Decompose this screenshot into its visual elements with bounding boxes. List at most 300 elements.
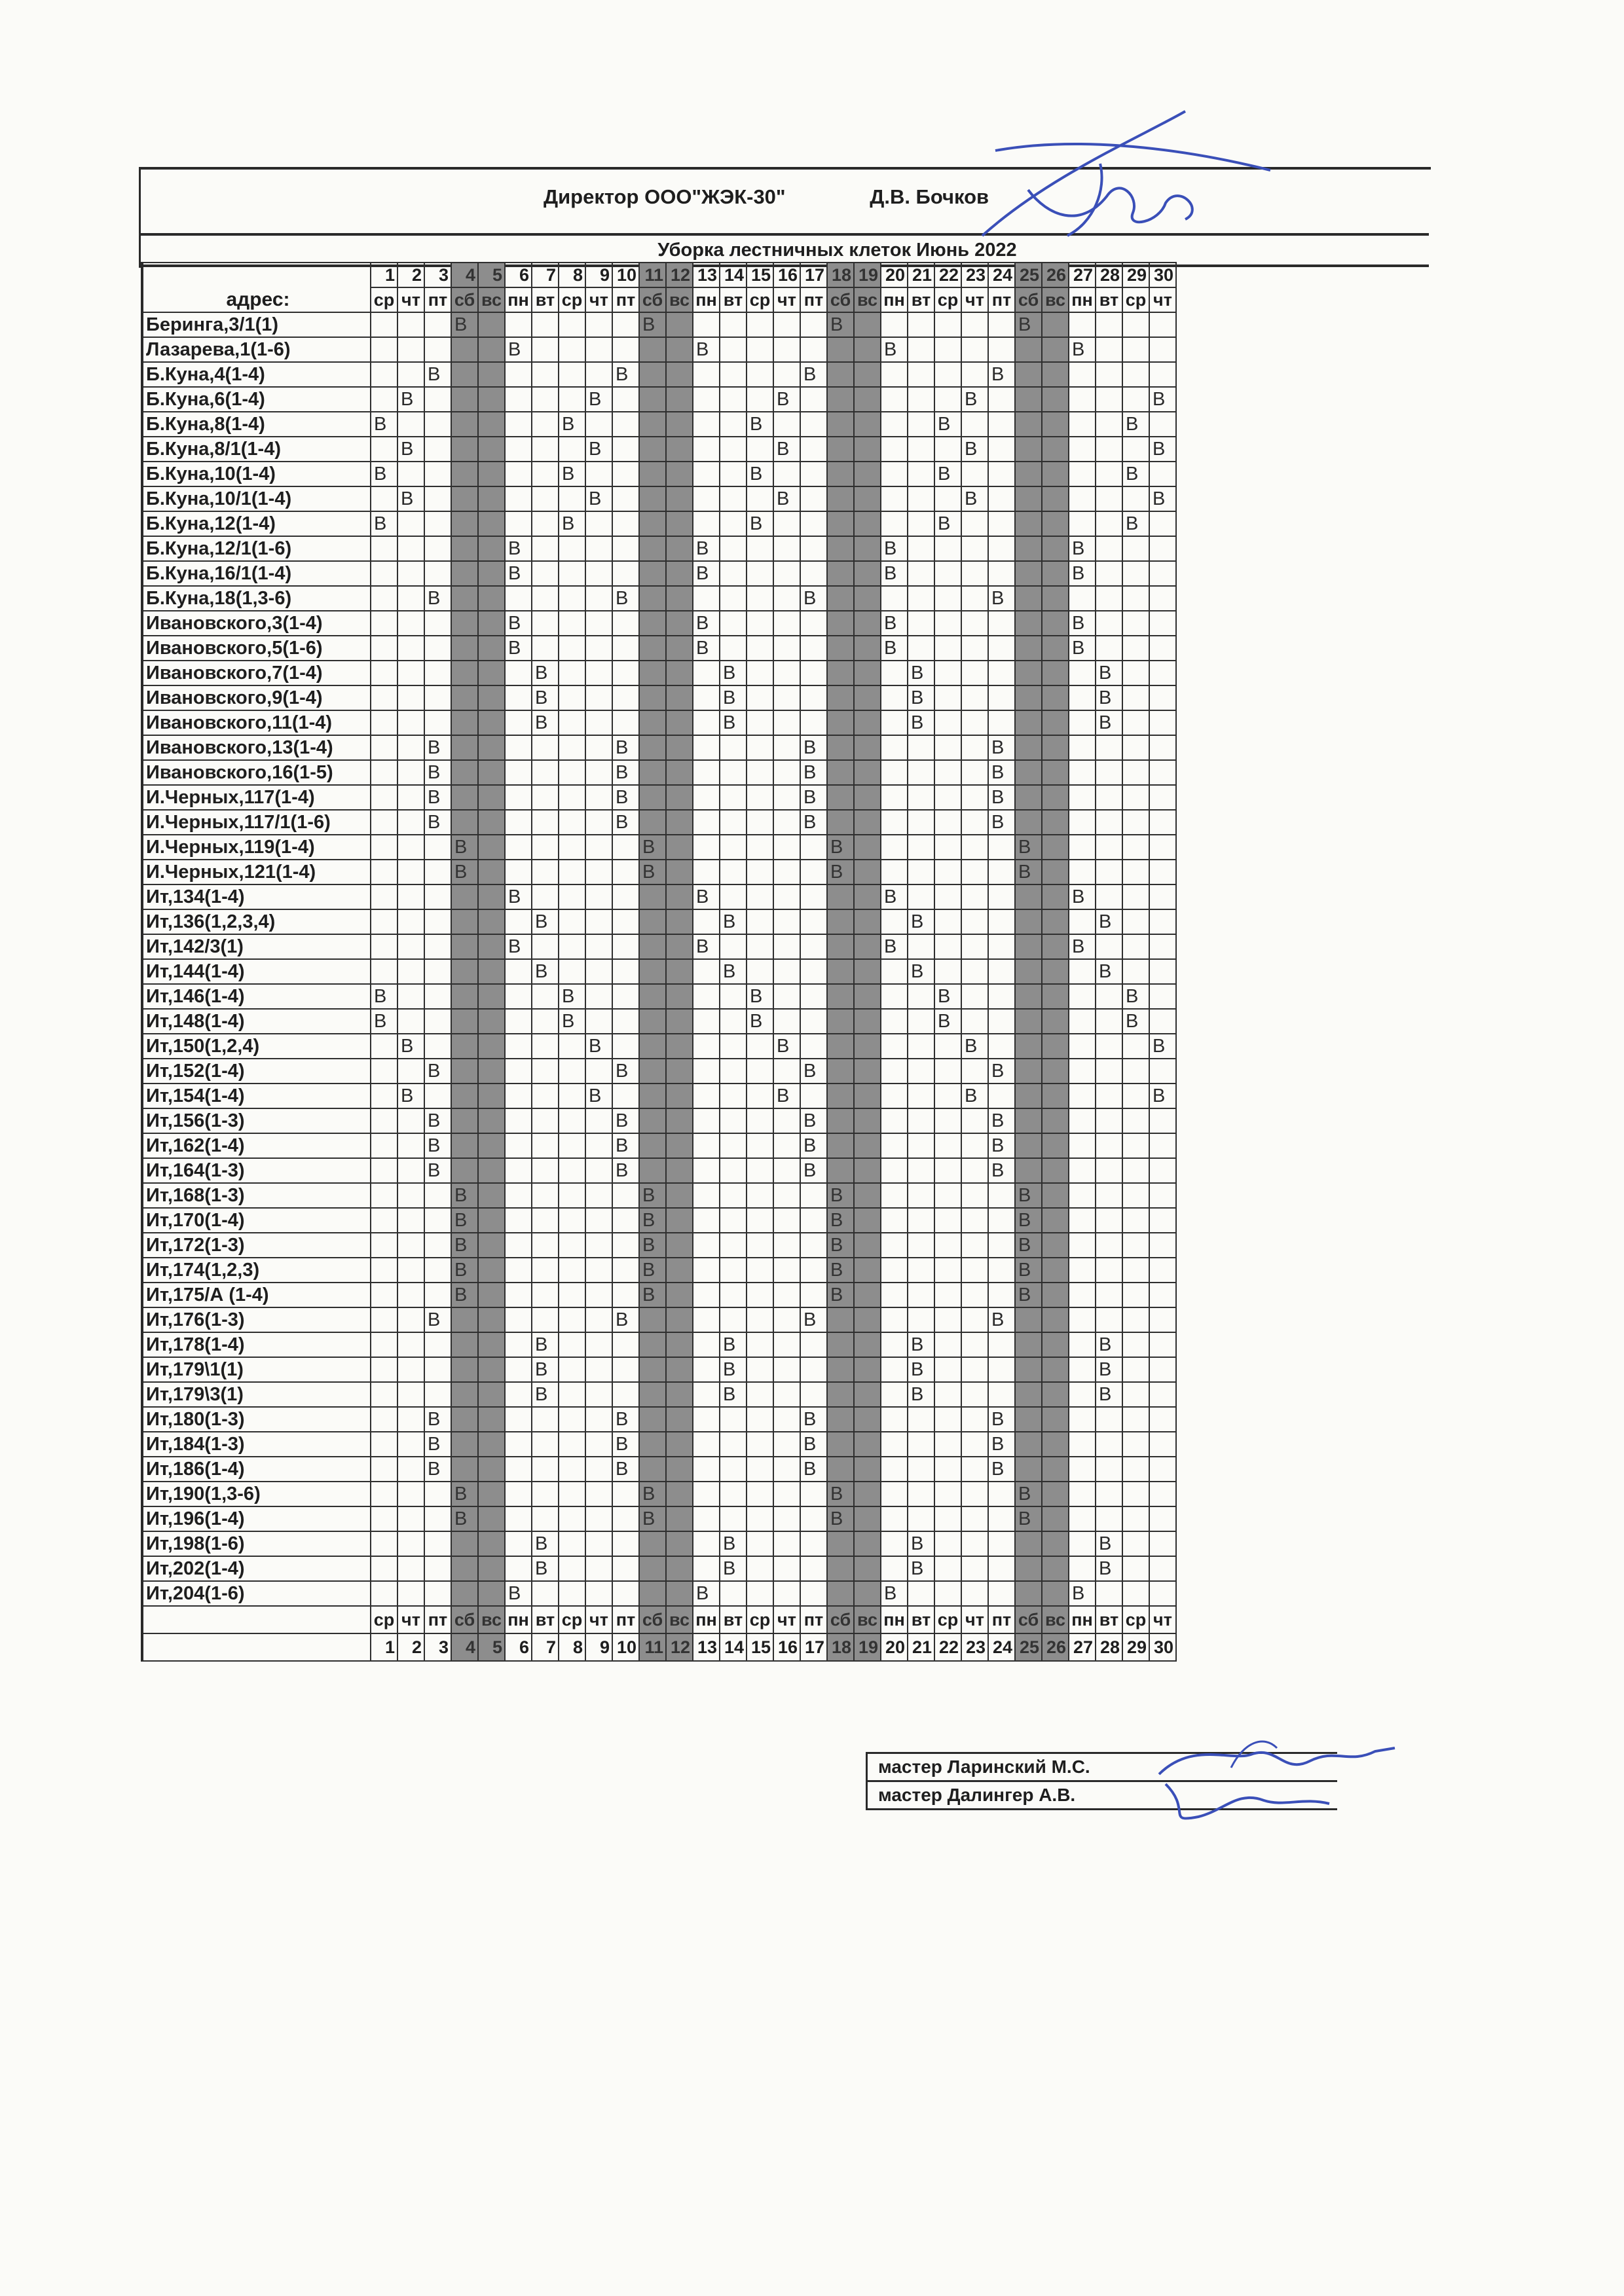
- schedule-cell: [1015, 536, 1042, 561]
- schedule-cell: [1149, 1059, 1176, 1084]
- schedule-cell: [478, 1034, 505, 1059]
- address-cell: Ит,198(1-6): [142, 1531, 371, 1556]
- schedule-cell: [371, 1556, 397, 1581]
- cleaning-mark: В: [720, 1382, 747, 1407]
- schedule-cell: [666, 1506, 693, 1531]
- schedule-cell: [881, 1531, 908, 1556]
- schedule-cell: [1122, 735, 1149, 760]
- schedule-cell: [451, 1158, 478, 1183]
- schedule-cell: [532, 636, 559, 661]
- schedule-cell: [1042, 984, 1069, 1009]
- cleaning-mark: В: [827, 835, 854, 860]
- day-number: 8: [559, 1633, 585, 1661]
- schedule-cell: [1149, 810, 1176, 835]
- schedule-cell: [666, 1482, 693, 1506]
- weekday: вс: [666, 1606, 693, 1633]
- schedule-cell: [505, 387, 532, 412]
- cleaning-mark: В: [908, 1556, 934, 1581]
- weekday: вт: [720, 1606, 747, 1633]
- schedule-cell: [800, 1283, 827, 1307]
- schedule-cell: [1015, 1432, 1042, 1457]
- day-number: 19: [854, 1633, 881, 1661]
- cleaning-mark: В: [800, 1307, 827, 1332]
- schedule-cell: [1122, 1482, 1149, 1506]
- schedule-cell: [424, 984, 451, 1009]
- schedule-cell: [773, 884, 800, 909]
- schedule-cell: [720, 561, 747, 586]
- schedule-cell: [666, 1307, 693, 1332]
- schedule-cell: [1042, 760, 1069, 785]
- schedule-cell: [478, 1531, 505, 1556]
- schedule-cell: [585, 959, 612, 984]
- cleaning-mark: В: [397, 437, 424, 462]
- day-number: 23: [961, 263, 988, 287]
- schedule-cell: [612, 1084, 639, 1108]
- schedule-cell: [827, 412, 854, 437]
- schedule-cell: [908, 1009, 934, 1034]
- schedule-cell: [585, 984, 612, 1009]
- schedule-cell: [1122, 1183, 1149, 1208]
- schedule-cell: [747, 661, 773, 685]
- schedule-cell: [424, 1581, 451, 1606]
- schedule-cell: [397, 1258, 424, 1283]
- schedule-cell: [612, 1382, 639, 1407]
- cleaning-mark: В: [800, 1133, 827, 1158]
- schedule-cell: [1042, 1258, 1069, 1283]
- schedule-cell: [747, 1133, 773, 1158]
- schedule-cell: [908, 1208, 934, 1233]
- schedule-cell: [934, 1208, 961, 1233]
- schedule-cell: [505, 1108, 532, 1133]
- schedule-cell: [720, 884, 747, 909]
- schedule-cell: [881, 1009, 908, 1034]
- schedule-cell: [478, 1283, 505, 1307]
- cleaning-mark: В: [1015, 312, 1042, 337]
- schedule-cell: [639, 437, 666, 462]
- schedule-cell: [1015, 984, 1042, 1009]
- schedule-cell: [693, 312, 720, 337]
- schedule-cell: [881, 1059, 908, 1084]
- schedule-cell: [800, 437, 827, 462]
- table-row: [142, 636, 1176, 661]
- schedule-cell: [693, 387, 720, 412]
- schedule-cell: [747, 1158, 773, 1183]
- schedule-cell: [559, 486, 585, 511]
- schedule-cell: [559, 1059, 585, 1084]
- table-row: [142, 735, 1176, 760]
- cleaning-mark: В: [908, 1332, 934, 1357]
- weekday: чт: [397, 287, 424, 312]
- schedule-cell: [612, 1332, 639, 1357]
- address-cell: Ит,176(1-3): [142, 1307, 371, 1332]
- weekday: ср: [559, 1606, 585, 1633]
- schedule-cell: [961, 1332, 988, 1357]
- schedule-cell: [934, 536, 961, 561]
- table-row: [142, 1208, 1176, 1233]
- schedule-cell: [773, 511, 800, 536]
- schedule-cell: [371, 1084, 397, 1108]
- schedule-cell: [505, 1034, 532, 1059]
- schedule-cell: [505, 909, 532, 934]
- schedule-cell: [585, 611, 612, 636]
- day-number: 25: [1015, 1633, 1042, 1661]
- cleaning-mark: В: [908, 959, 934, 984]
- schedule-cell: [854, 760, 881, 785]
- schedule-cell: [827, 1581, 854, 1606]
- schedule-cell: [1015, 710, 1042, 735]
- schedule-cell: [881, 835, 908, 860]
- schedule-cell: [585, 1382, 612, 1407]
- schedule-cell: [532, 1059, 559, 1084]
- schedule-cell: [1069, 312, 1096, 337]
- weekday: пн: [1069, 287, 1096, 312]
- schedule-cell: [988, 1581, 1015, 1606]
- cleaning-mark: В: [585, 437, 612, 462]
- address-cell: Б.Куна,4(1-4): [142, 362, 371, 387]
- schedule-cell: [988, 337, 1015, 362]
- schedule-cell: [693, 1059, 720, 1084]
- schedule-cell: [612, 860, 639, 884]
- schedule-cell: [424, 1382, 451, 1407]
- schedule-cell: [693, 1009, 720, 1034]
- schedule-cell: [612, 1283, 639, 1307]
- cleaning-mark: В: [1096, 710, 1122, 735]
- schedule-cell: [451, 1457, 478, 1482]
- schedule-cell: [424, 1506, 451, 1531]
- schedule-cell: [773, 1283, 800, 1307]
- schedule-cell: [1069, 909, 1096, 934]
- schedule-cell: [451, 685, 478, 710]
- schedule-cell: [827, 810, 854, 835]
- schedule-cell: [800, 835, 827, 860]
- weekday: ср: [1122, 1606, 1149, 1633]
- schedule-cell: [612, 710, 639, 735]
- schedule-cell: [747, 1258, 773, 1283]
- schedule-cell: [1069, 1432, 1096, 1457]
- schedule-cell: [934, 1482, 961, 1506]
- schedule-cell: [559, 661, 585, 685]
- cleaning-mark: В: [827, 1208, 854, 1233]
- cleaning-mark: В: [988, 1432, 1015, 1457]
- schedule-cell: [720, 511, 747, 536]
- master-1: мастер Ларинский М.С.: [866, 1752, 1337, 1782]
- schedule-cell: [693, 1506, 720, 1531]
- schedule-cell: [1015, 1034, 1042, 1059]
- schedule-cell: [800, 1506, 827, 1531]
- cleaning-mark: В: [908, 685, 934, 710]
- table-row: [142, 586, 1176, 611]
- schedule-cell: [505, 1382, 532, 1407]
- cleaning-mark: В: [532, 1556, 559, 1581]
- schedule-cell: [747, 337, 773, 362]
- schedule-cell: [478, 1183, 505, 1208]
- schedule-cell: [854, 1208, 881, 1233]
- schedule-cell: [532, 511, 559, 536]
- schedule-cell: [827, 1108, 854, 1133]
- schedule-cell: [397, 1556, 424, 1581]
- schedule-cell: [612, 1556, 639, 1581]
- schedule-cell: [639, 1332, 666, 1357]
- schedule-cell: [747, 437, 773, 462]
- schedule-cell: [934, 337, 961, 362]
- schedule-cell: [585, 1009, 612, 1034]
- day-number: 3: [424, 1633, 451, 1661]
- schedule-cell: [693, 984, 720, 1009]
- cleaning-mark: В: [908, 661, 934, 685]
- schedule-cell: [720, 611, 747, 636]
- schedule-cell: [397, 835, 424, 860]
- schedule-cell: [639, 1556, 666, 1581]
- schedule-cell: [612, 1233, 639, 1258]
- cleaning-mark: В: [532, 1357, 559, 1382]
- schedule-cell: [478, 337, 505, 362]
- schedule-cell: [881, 1208, 908, 1233]
- schedule-cell: [639, 1357, 666, 1382]
- schedule-cell: [559, 785, 585, 810]
- weekday: чт: [961, 1606, 988, 1633]
- schedule-cell: [1122, 586, 1149, 611]
- schedule-cell: [747, 959, 773, 984]
- schedule-cell: [559, 735, 585, 760]
- schedule-cell: [881, 760, 908, 785]
- schedule-cell: [559, 1158, 585, 1183]
- schedule-cell: [666, 1457, 693, 1482]
- schedule-cell: [1069, 959, 1096, 984]
- schedule-cell: [1015, 1581, 1042, 1606]
- schedule-cell: [478, 387, 505, 412]
- schedule-cell: [559, 561, 585, 586]
- schedule-cell: [639, 1432, 666, 1457]
- table-row: [142, 1531, 1176, 1556]
- schedule-cell: [908, 1482, 934, 1506]
- schedule-cell: [1122, 760, 1149, 785]
- schedule-cell: [1149, 1382, 1176, 1407]
- table-row: [142, 1556, 1176, 1581]
- schedule-cell: [559, 1357, 585, 1382]
- schedule-cell: [451, 1432, 478, 1457]
- cleaning-mark: В: [988, 1059, 1015, 1084]
- table-row: [142, 1307, 1176, 1332]
- day-number: 20: [881, 1633, 908, 1661]
- schedule-cell: [532, 1407, 559, 1432]
- schedule-cell: [720, 934, 747, 959]
- schedule-cell: [961, 561, 988, 586]
- schedule-cell: [371, 909, 397, 934]
- schedule-cell: [1042, 1332, 1069, 1357]
- address-cell: Ит,150(1,2,4): [142, 1034, 371, 1059]
- schedule-cell: [720, 586, 747, 611]
- cleaning-mark: В: [720, 661, 747, 685]
- weekday: пн: [881, 1606, 908, 1633]
- schedule-cell: [451, 536, 478, 561]
- weekday: пт: [800, 287, 827, 312]
- schedule-cell: [1069, 1407, 1096, 1432]
- schedule-cell: [612, 685, 639, 710]
- schedule-cell: [1122, 536, 1149, 561]
- schedule-cell: [961, 685, 988, 710]
- day-number: 26: [1042, 1633, 1069, 1661]
- schedule-cell: [639, 1407, 666, 1432]
- schedule-cell: [424, 462, 451, 486]
- cleaning-mark: В: [827, 1183, 854, 1208]
- cleaning-mark: В: [800, 1457, 827, 1482]
- schedule-body: [142, 263, 1176, 1661]
- schedule-cell: [961, 511, 988, 536]
- schedule-cell: [451, 1307, 478, 1332]
- schedule-cell: [1122, 1307, 1149, 1332]
- schedule-cell: [827, 984, 854, 1009]
- cleaning-mark: В: [1149, 1034, 1176, 1059]
- schedule-cell: [666, 810, 693, 835]
- schedule-cell: [1122, 1133, 1149, 1158]
- day-number: 6: [505, 263, 532, 287]
- cleaning-mark: В: [424, 1457, 451, 1482]
- schedule-cell: [988, 437, 1015, 462]
- weekday: сб: [1015, 287, 1042, 312]
- schedule-cell: [1096, 337, 1122, 362]
- schedule-cell: [397, 1482, 424, 1506]
- schedule-cell: [1069, 1556, 1096, 1581]
- schedule-cell: [773, 412, 800, 437]
- schedule-cell: [693, 959, 720, 984]
- schedule-cell: [854, 1283, 881, 1307]
- cleaning-mark: В: [773, 1084, 800, 1108]
- schedule-cell: [585, 1158, 612, 1183]
- cleaning-mark: В: [881, 1581, 908, 1606]
- schedule-cell: [585, 561, 612, 586]
- schedule-cell: [827, 1556, 854, 1581]
- schedule-cell: [424, 1183, 451, 1208]
- schedule-cell: [1042, 810, 1069, 835]
- address-cell: И.Черных,119(1-4): [142, 835, 371, 860]
- table-row: [142, 1158, 1176, 1183]
- schedule-cell: [961, 1283, 988, 1307]
- schedule-cell: [424, 561, 451, 586]
- schedule-cell: [800, 1258, 827, 1283]
- schedule-cell: [559, 337, 585, 362]
- cleaning-mark: В: [720, 685, 747, 710]
- schedule-cell: [934, 362, 961, 387]
- schedule-cell: [397, 312, 424, 337]
- schedule-cell: [720, 362, 747, 387]
- schedule-cell: [478, 561, 505, 586]
- cleaning-mark: В: [1069, 1581, 1096, 1606]
- schedule-cell: [881, 860, 908, 884]
- cleaning-mark: В: [532, 1531, 559, 1556]
- schedule-cell: [1122, 1034, 1149, 1059]
- cleaning-mark: В: [1096, 1531, 1122, 1556]
- schedule-cell: [854, 685, 881, 710]
- cleaning-mark: В: [747, 412, 773, 437]
- schedule-cell: [371, 860, 397, 884]
- schedule-cell: [800, 312, 827, 337]
- schedule-cell: [988, 934, 1015, 959]
- cleaning-mark: В: [693, 611, 720, 636]
- schedule-cell: [988, 1009, 1015, 1034]
- schedule-cell: [451, 909, 478, 934]
- schedule-cell: [424, 1283, 451, 1307]
- cleaning-mark: В: [1069, 561, 1096, 586]
- schedule-cell: [1042, 586, 1069, 611]
- address-cell: Ит,186(1-4): [142, 1457, 371, 1482]
- schedule-cell: [934, 561, 961, 586]
- cleaning-mark: В: [612, 1457, 639, 1482]
- schedule-cell: [1149, 860, 1176, 884]
- schedule-cell: [505, 1531, 532, 1556]
- schedule-cell: [612, 1357, 639, 1382]
- schedule-cell: [1042, 1133, 1069, 1158]
- schedule-cell: [1042, 1531, 1069, 1556]
- weekday: пн: [505, 287, 532, 312]
- schedule-cell: [934, 1233, 961, 1258]
- schedule-cell: [908, 884, 934, 909]
- schedule-cell: [988, 1034, 1015, 1059]
- schedule-cell: [720, 1208, 747, 1233]
- schedule-cell: [612, 611, 639, 636]
- weekday: сб: [1015, 1606, 1042, 1633]
- schedule-cell: [666, 710, 693, 735]
- schedule-cell: [827, 636, 854, 661]
- schedule-cell: [1122, 611, 1149, 636]
- schedule-cell: [505, 362, 532, 387]
- schedule-cell: [961, 934, 988, 959]
- schedule-cell: [505, 810, 532, 835]
- schedule-cell: [397, 959, 424, 984]
- schedule-cell: [827, 1457, 854, 1482]
- schedule-cell: [1122, 1258, 1149, 1283]
- schedule-cell: [585, 909, 612, 934]
- schedule-cell: [585, 1059, 612, 1084]
- schedule-cell: [1069, 1158, 1096, 1183]
- schedule-cell: [747, 611, 773, 636]
- table-row: [142, 1084, 1176, 1108]
- schedule-cell: [747, 1581, 773, 1606]
- schedule-cell: [1122, 959, 1149, 984]
- schedule-cell: [908, 860, 934, 884]
- schedule-cell: [639, 1009, 666, 1034]
- schedule-cell: [961, 1357, 988, 1382]
- schedule-cell: [1015, 437, 1042, 462]
- schedule-cell: [800, 1034, 827, 1059]
- day-number: 2: [397, 263, 424, 287]
- schedule-cell: [854, 1059, 881, 1084]
- schedule-cell: [720, 536, 747, 561]
- schedule-cell: [800, 1581, 827, 1606]
- schedule-cell: [720, 1307, 747, 1332]
- cleaning-mark: В: [424, 760, 451, 785]
- address-cell: Б.Куна,8(1-4): [142, 412, 371, 437]
- cleaning-mark: В: [451, 860, 478, 884]
- address-cell: Ит,148(1-4): [142, 1009, 371, 1034]
- address-cell: Ит,144(1-4): [142, 959, 371, 984]
- schedule-cell: [934, 387, 961, 412]
- schedule-cell: [666, 486, 693, 511]
- schedule-cell: [397, 1208, 424, 1233]
- schedule-cell: [827, 884, 854, 909]
- schedule-cell: [961, 1208, 988, 1233]
- cleaning-mark: В: [693, 536, 720, 561]
- schedule-cell: [639, 661, 666, 685]
- schedule-cell: [585, 785, 612, 810]
- schedule-cell: [1015, 586, 1042, 611]
- schedule-cell: [1096, 561, 1122, 586]
- day-number: 30: [1149, 1633, 1176, 1661]
- schedule-cell: [585, 835, 612, 860]
- cleaning-mark: В: [1069, 337, 1096, 362]
- schedule-cell: [800, 710, 827, 735]
- cleaning-mark: В: [961, 486, 988, 511]
- schedule-cell: [639, 1108, 666, 1133]
